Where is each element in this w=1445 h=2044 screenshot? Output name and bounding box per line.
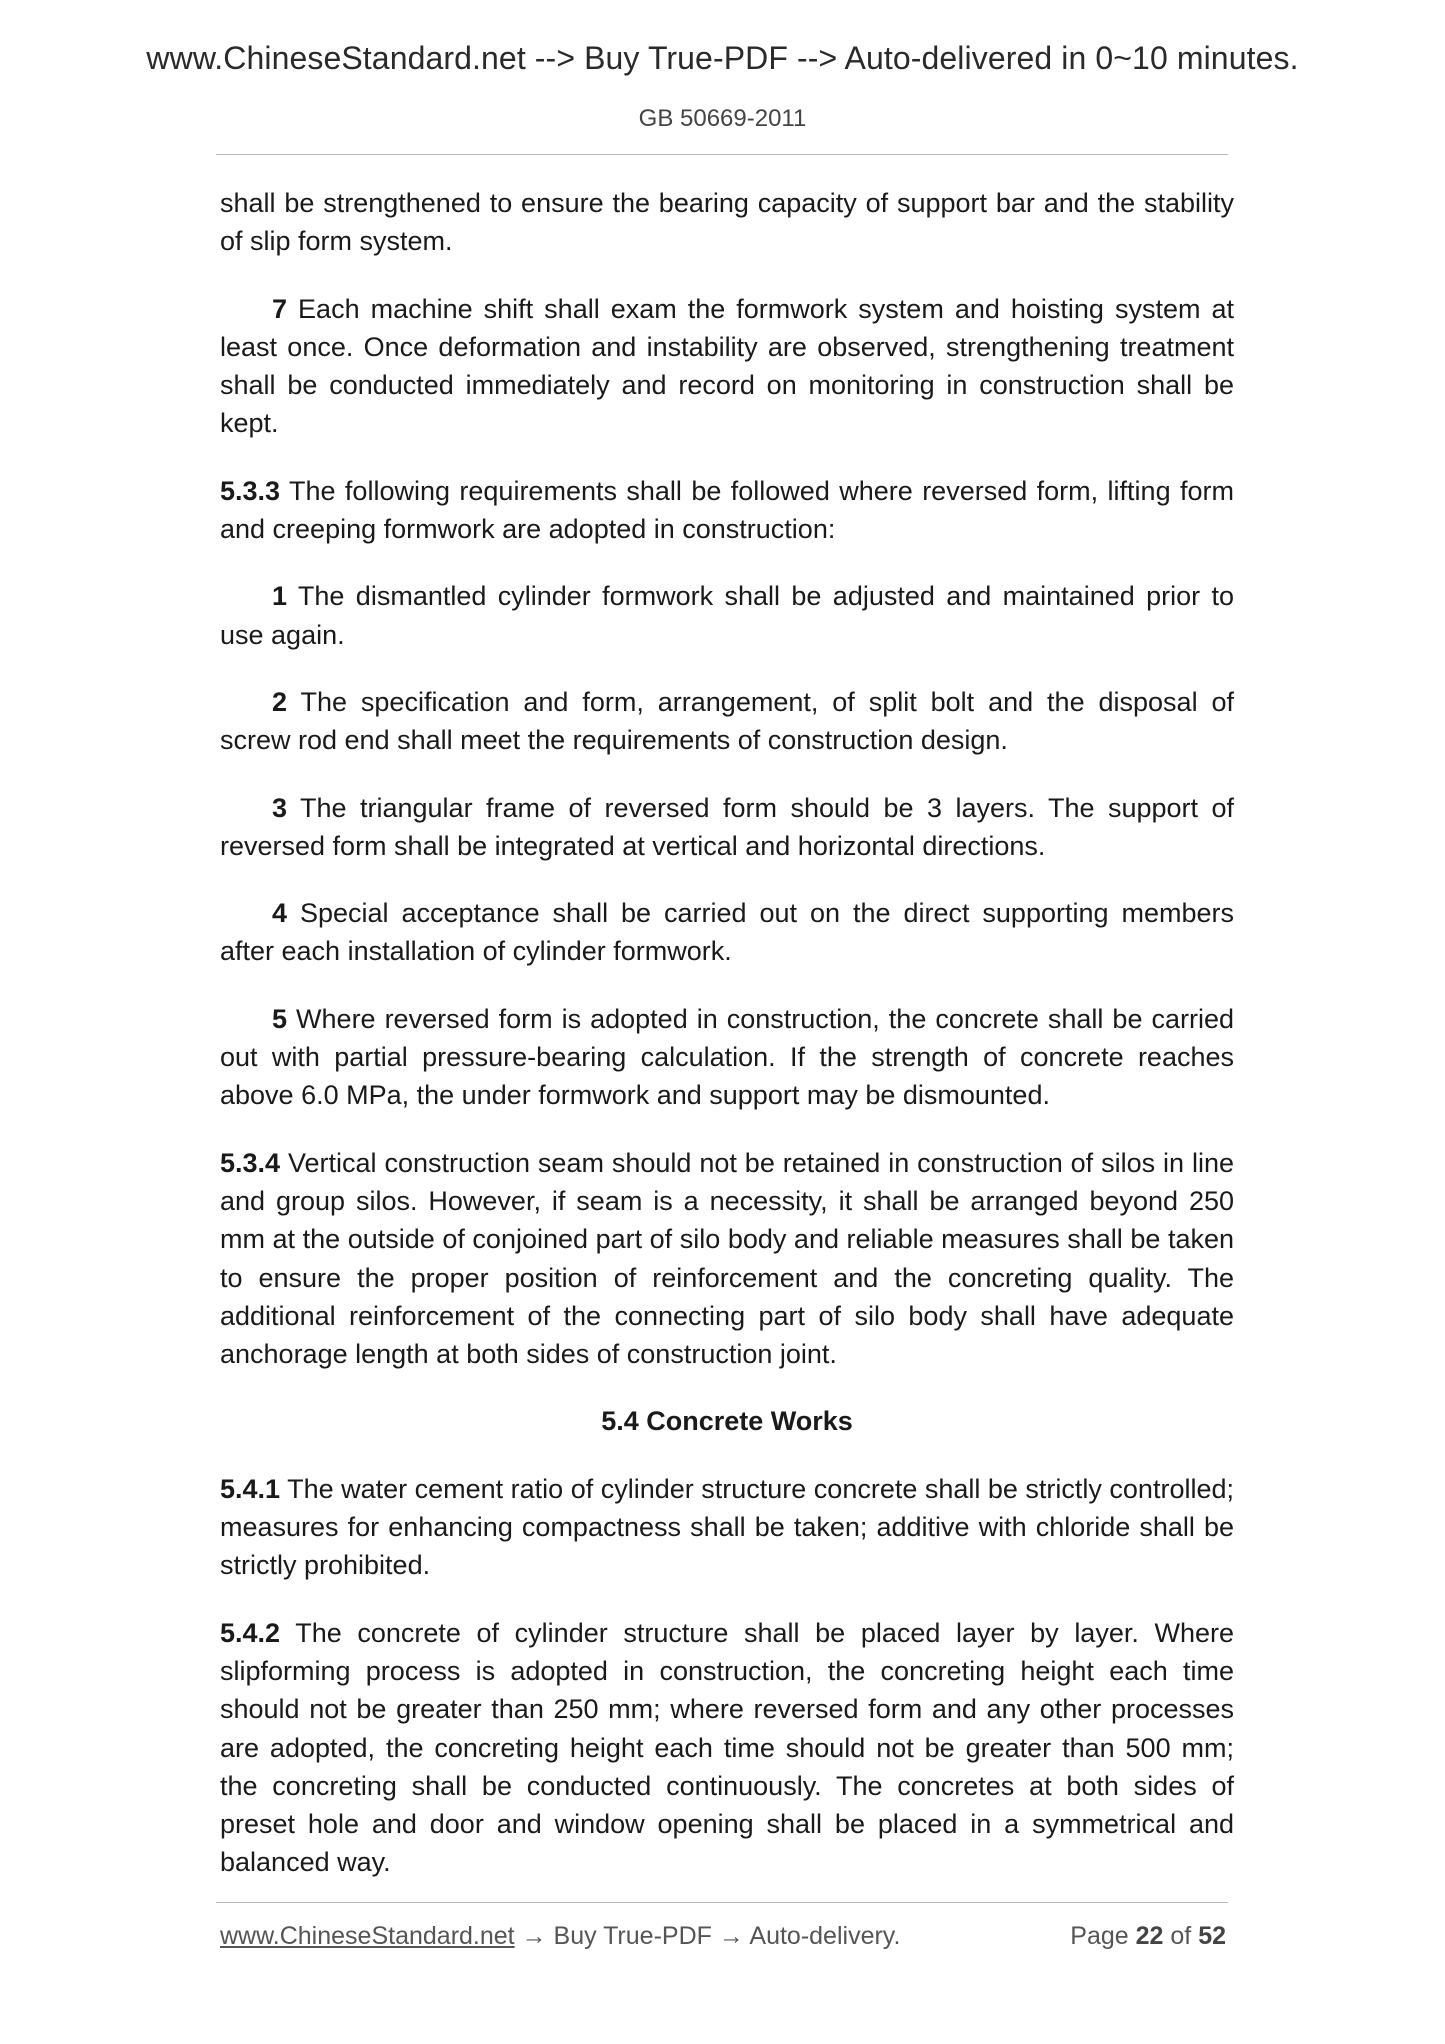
site-banner: www.ChineseStandard.net --> Buy True-PDF --> Auto-delivered in 0~10 minutes. [146,40,1299,76]
of-label: of [1170,1922,1192,1950]
footer-promo [220,1922,900,1951]
footer-tail-text: → Buy True-PDF → Auto-delivery. [514,1922,901,1950]
clause-text: The following requirements shall be followed where reversed form, lifting form and creeping formwork are adopted in construction: [220,475,1235,545]
item-text: The dismantled cylinder formwork shall be adjusted and maintained prior to use again. [220,581,1235,650]
item-number: 2 [272,686,288,717]
page-label: Page [1070,1922,1129,1950]
clause-number: 5.3.4 [220,1147,281,1178]
document-body [220,184,1234,1911]
page-indicator [1070,1922,1226,1951]
item-text: The triangular frame of reversed form should be 3 layers. The support of reversed form shall be integrated at vertical and horizontal directions. [220,792,1234,861]
item-7 [220,290,1234,443]
clause-5-4-2 [220,1614,1234,1882]
item-5 [220,1000,1234,1115]
paragraph-text: shall be strengthened to ensure the bearing capacity of support bar and the stability of slip form system. [220,188,1234,257]
standard-code-header: GB 50669-2011 [638,105,807,132]
header-divider [216,154,1228,155]
clause-text: The water cement ratio of cylinder structure concrete shall be strictly controlled; measures for enhancing compactness shall be taken; additive with chloride shall be strictly prohibited. [220,1473,1234,1581]
clause-text: The concrete of cylinder structure shall be placed layer by layer. Where slipforming process is adopted in construction, the concreting height each time should not be greater than 250 mm; where reversed form and any other processes are adopted, the concreting height each time should not be greater than 500 mm; the concreting shall be conducted continuously. The concretes at both sides of preset hole and door and window opening shall be placed in a symmetrical and balanced way. [220,1617,1234,1878]
clause-5-3-4 [220,1144,1234,1374]
page-number: 22 [1135,1922,1164,1950]
page-total: 52 [1198,1922,1226,1950]
continued-paragraph [220,184,1234,261]
clause-5-4-1 [220,1470,1234,1585]
item-number: 5 [272,1003,288,1034]
item-text: Where reversed form is adopted in construction, the concrete shall be carried out with partial pressure-bearing calculation. If the strength of concrete reaches above 6.0 MPa, the under formwork and support may be dismounted. [220,1003,1234,1111]
page-footer [220,1922,1226,1956]
site-link[interactable]: www.ChineseStandard.net [220,1922,515,1950]
item-number: 7 [272,293,288,324]
section-heading: 5.4 Concrete Works [601,1406,853,1437]
item-4 [220,894,1234,971]
item-number: 1 [272,581,288,612]
item-2 [220,683,1234,760]
clause-5-3-3 [220,472,1234,549]
clause-number: 5.4.2 [220,1617,281,1648]
item-1 [220,577,1234,654]
item-3 [220,789,1234,866]
item-text: Each machine shift shall exam the formwork system and hoisting system at least once. Once deformation and instability are observed, strengthening treatment shall be conducted immediately and record on monitoring in construction shall be kept. [220,293,1234,439]
item-number: 3 [272,792,288,823]
clause-number: 5.4.1 [220,1473,281,1504]
item-number: 4 [272,898,288,929]
footer-divider [216,1902,1228,1903]
item-text: Special acceptance shall be carried out on the direct supporting members after each installation of cylinder formwork. [220,898,1234,967]
clause-number: 5.3.3 [220,475,281,506]
clause-text: Vertical construction seam should not be retained in construction of silos in line and group silos. However, if seam is a necessity, it shall be arranged beyond 250 mm at the outside of conjoined part of silo body and reliable measures shall be taken to ensure the proper position of reinforcement and the concreting quality. The additional reinforcement of the connecting part of silo body shall have adequate anchorage length at both sides of construction joint. [220,1147,1234,1370]
item-text: The specification and form, arrangement, of split bolt and the disposal of screw rod end shall meet the requirements of construction design. [220,686,1234,756]
